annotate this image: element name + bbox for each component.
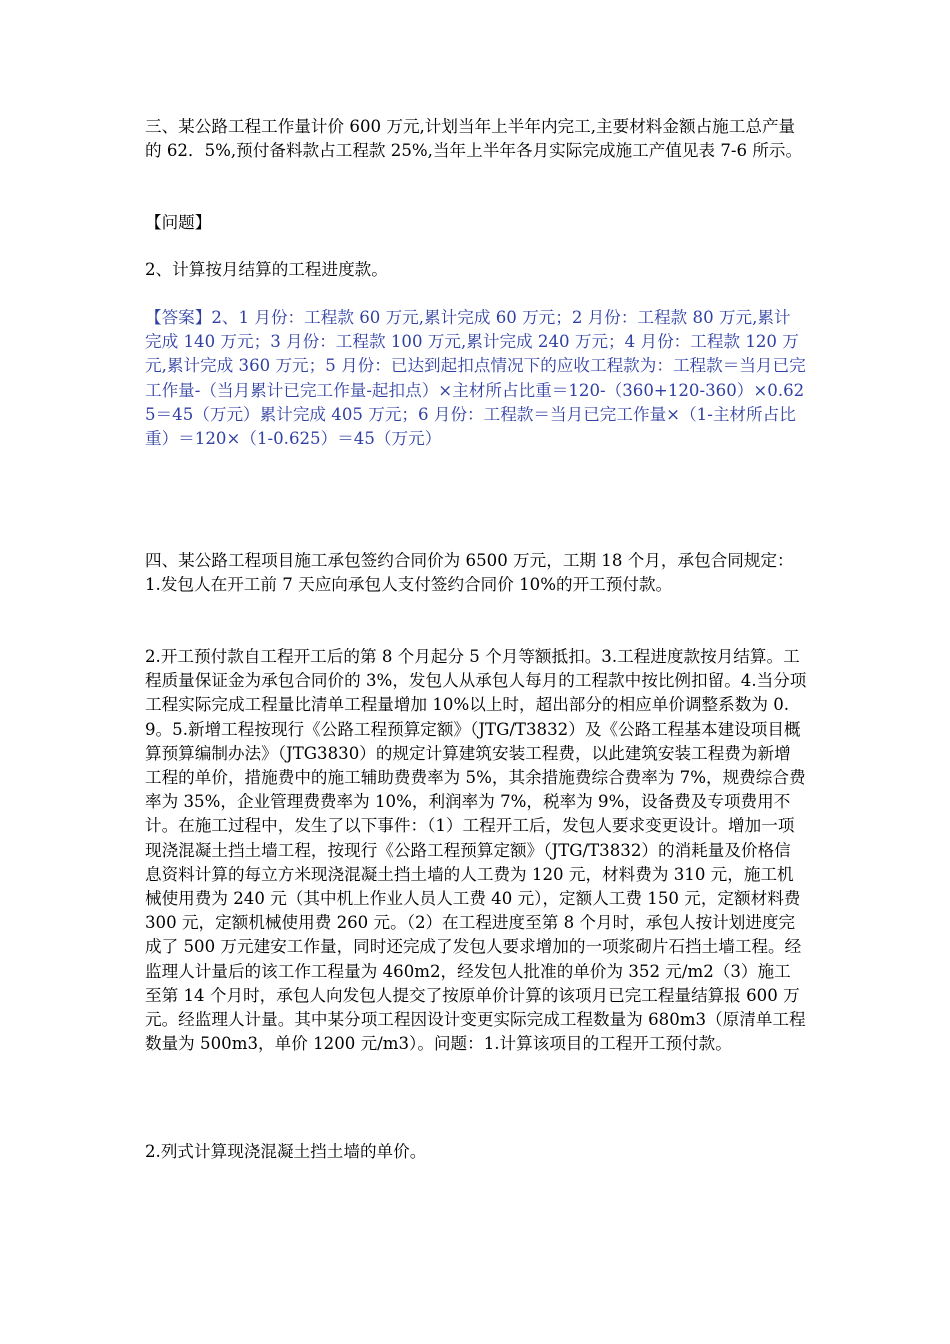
section4-body: 2.开工预付款自工程开工后的第 8 个月起分 5 个月等额抵扣。3.工程进度款按月结算。工程质量保证金为承包合同价的 3%，发包人从承包人每月的工程款中按比例扣留。4.当分项工程实际完成工程量比清单工程量增加 10%以上时，超出部分的相应单价调整系数为 0.9。5.新增工程按现行《公路工程预算定额》（JTG/T3832）及《公路工程基本建设项目概算预算编制办法》（JTG3830）的规定计算建筑安装工程费，以此建筑安装工程费为新增工程的单价，措施费中的施工辅助费费率为 5%，其余措施费综合费率为 7%，规费综合费率为 35%，企业管理费费率为 10%，利润率为 7%，税率为 9%，设备费及专项费用不计。在施工过程中，发生了以下事件：（1）工程开工后，发包人要求变更设计。增加一项现浇混凝土挡土墙工程，按现行《公路工程预算定额》（JTG/T3832）的消耗量及价格信息资料计算的每立方米现浇混凝土挡土墙的人工费为 120 元，材料费为 310 元，施工机械使用费为 240 元（其中机上作业人员人工费 40 元），定额人工费 150 元，定额材料费 300 元，定额机械使用费 260 元。（2）在工程进度至第 8 个月时，承包人按计划进度完成了 500 万元建安工作量，同时还完成了发包人要求增加的一项浆砌片石挡土墙工程。经监理人计量后的该工作工程量为 460m2，经发包人批准的单价为 352 元/m2（3）施工至第 14 个月时，承包人向发包人提交了按原单价计算的该项月已完工程量结算报 600 万元。经监理人计量。其中某分项工程因设计变更实际完成工程数量为 680m3（原清单工程数量为 500m3，单价 1200 元/m3）。问题：1.计算该项目的工程开工预付款。 — [145, 647, 807, 1054]
section3-intro: 三、某公路工程工作量计价 600 万元,计划当年上半年内完工,主要材料金额占施工总产量的 62．5%,预付备料款占工程款 25%,当年上半年各月实际完成施工产值见表 7-6 所示。 — [145, 117, 803, 161]
section4-question2: 2.列式计算现浇混凝土挡土墙的单价。 — [145, 1142, 427, 1161]
section3-question: 2、计算按月结算的工程进度款。 — [145, 260, 388, 279]
section3-answer: 【答案】2、1 月份：工程款 60 万元,累计完成 60 万元；2 月份：工程款 80 万元,累计完成 140 万元；3 月份：工程款 100 万元,累计完成 240 万元；4 月份：工程款 120 万元,累计完成 360 万元；5 月份：已达到起扣点情况下的应收工程款为：工程款＝当月已完工作量-（当月累计已完工作量-起扣点）×主材所占比重＝120-（360+120-360）×0.625＝45（万元）累计完成 405 万元；6 月份：工程款＝当月已完工作量×（1-主材所占比重）＝120×（1-0.625）＝45（万元） — [145, 308, 806, 449]
section3-question-heading: 【问题】 — [145, 213, 212, 232]
section4-intro: 四、某公路工程项目施工承包签约合同价为 6500 万元，工期 18 个月，承包合同规定：1.发包人在开工前 7 天应向承包人支付签约合同价 10%的开工预付款。 — [145, 551, 794, 595]
